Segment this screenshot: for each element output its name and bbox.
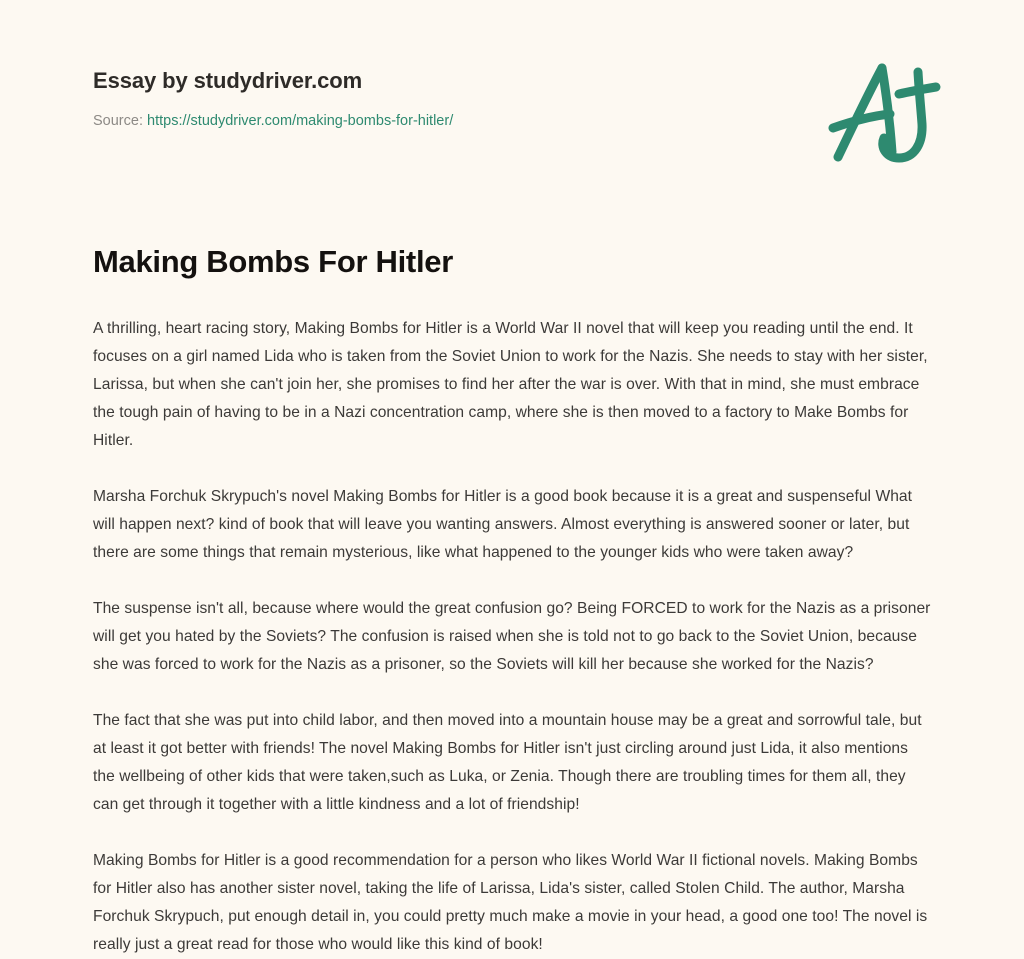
header-text-block [93,66,733,132]
paragraph: Marsha Forchuk Skrypuch's novel Making Bombs for Hitler is a good book because it is a great and suspenseful What will happen next? kind of book that will leave you wanting answers. Almost everything is answered sooner or later, but there are some things that remain mysterious, like what happened to the younger kids who were taken away? [93,488,913,561]
page-title: Making Bombs For Hitler [93,244,453,279]
essay-byline: Essay by studydriver.com [93,68,363,93]
article [93,243,931,959]
paragraph: A thrilling, heart racing story, Making Bombs for Hitler is a World War II novel that will keep you reading until the end. It focuses on a girl named Lida who is taken from the Soviet Union to work for the Nazis. She needs to stay with her sister, Larissa, but when she can't join her, she promises to find her after the war is over. With that in mind, she must embrace the tough pain of having to be in a Nazi concentration camp, where she is then moved to a factory to Make Bombs for Hitler. [93,320,928,449]
paragraph: The fact that she was put into child labor, and then moved into a mountain house may be a great and sorrowful tale, but at least it got better with friends! The novel Making Bombs for Hitler isn't just circling around just Lida, it also mentions the wellbeing of other kids that were taken,such as Luka, or Zenia. Though there are troubling times for them all, they can get through it together with a little kindness and a lot of friendship! [93,712,922,813]
source-line [93,110,733,132]
a-plus-logo [824,52,952,170]
source-label: Source: [93,113,143,129]
a-plus-logo-icon [824,52,952,170]
article-body [93,315,931,959]
source-url-link[interactable]: https://studydriver.com/making-bombs-for-hitler/ [147,113,454,129]
paragraph: The suspense isn't all, because where would the great confusion go? Being FORCED to work for the Nazis as a prisoner will get you hated by the Soviets? The confusion is raised when she is told not to go back to the Soviet Union, because she was forced to work for the Nazis as a prisoner, so the Soviets will kill her because she worked for the Nazis? [93,600,931,673]
paragraph: Making Bombs for Hitler is a good recommendation for a person who likes World War II fictional novels. Making Bombs for Hitler also has another sister novel, taking the life of Larissa, Lida's sister, called Stolen Child. The author, Marsha Forchuk Skrypuch, put enough detail in, you could pretty much make a movie in your head, a good one too! The novel is really just a great read for those who would like this kind of book! [93,852,928,953]
document-header [0,0,1024,200]
